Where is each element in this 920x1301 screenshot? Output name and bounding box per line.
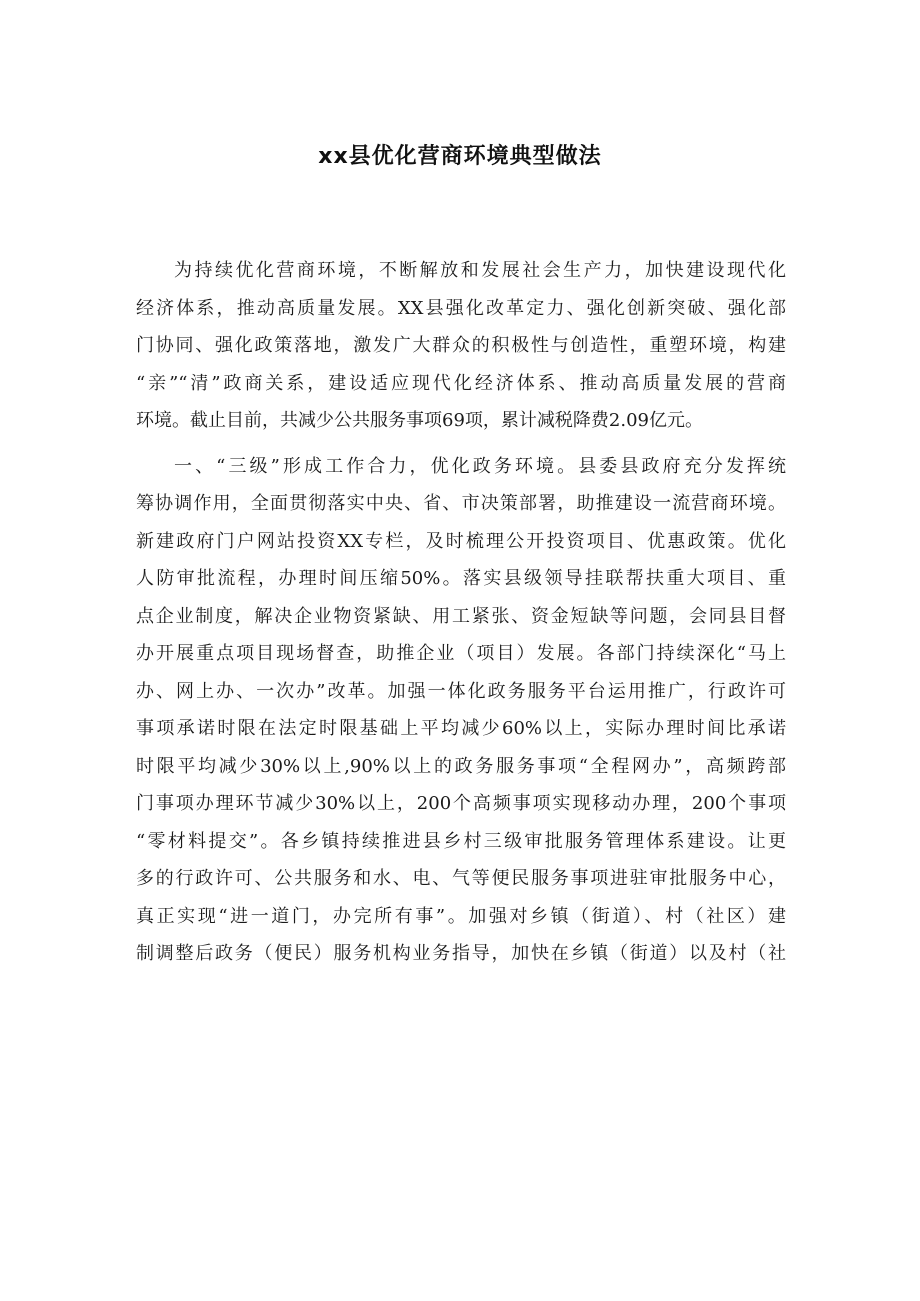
text-line: 经济体系，推动高质量发展。XX县强化改革定力、强化创新突破、强化部 — [136, 297, 786, 319]
text-line: 门协同、强化政策落地，激发广大群众的积极性与创造性，重塑环境，构建 — [136, 335, 786, 356]
document-title: xx县优化营商环境典型做法 — [318, 144, 602, 169]
paragraph-intro — [136, 252, 786, 440]
text-line: 点企业制度，解决企业物资紧缺、用工紧张、资金短缺等问题，会同县目督 — [136, 605, 786, 627]
text-line: “亲”“清”政商关系，建设适应现代化经济体系、推动高质量发展的营商 — [136, 372, 786, 394]
text-line: 办、网上办、一次办”改革。加强一体化政务服务平台运用推广，行政许可 — [136, 680, 786, 702]
paragraph-spacer — [136, 440, 786, 448]
text-line: 真正实现“进一道门，办完所有事”。加强对乡镇（街道）、村（社区）建 — [136, 905, 786, 927]
text-line: 门事项办理环节减少30%以上，200个高频事项实现移动办理，200个事项 — [136, 793, 786, 814]
text-line: 新建政府门户网站投资XX专栏，及时梳理公开投资项目、优惠政策。优化 — [136, 530, 786, 552]
text-line: 制调整后政务（便民）服务机构业务指导，加快在乡镇（街道）以及村（社 — [136, 943, 786, 964]
document-body — [136, 252, 786, 973]
text-line: 环境。截止目前，共减少公共服务事项69项，累计减税降费2.09亿元。 — [136, 410, 703, 431]
text-line: 为持续优化营商环境，不断解放和发展社会生产力，加快建设现代化 — [174, 260, 786, 281]
text-line: 人防审批流程，办理时间压缩50%。落实县级领导挂联帮扶重大项目、重 — [136, 568, 786, 589]
text-line: 一、“三级”形成工作合力，优化政务环境。县委县政府充分发挥统 — [174, 455, 786, 477]
paragraph-section-one — [136, 448, 786, 973]
text-line: 办开展重点项目现场督查，助推企业（项目）发展。各部门持续深化“马上 — [136, 643, 786, 664]
text-line: 时限平均减少30%以上,90%以上的政务服务事项“全程网办”，高频跨部 — [136, 755, 786, 777]
text-line: 事项承诺时限在法定时限基础上平均减少60%以上，实际办理时间比承诺 — [136, 718, 786, 739]
text-line: 多的行政许可、公共服务和水、电、气等便民服务事项进驻审批服务中心， — [136, 868, 786, 889]
text-line: “零材料提交”。各乡镇持续推进县乡村三级审批服务管理体系建设。让更 — [136, 830, 786, 852]
text-line: 筹协调作用，全面贯彻落实中央、省、市决策部署，助推建设一流营商环境。 — [136, 493, 786, 514]
